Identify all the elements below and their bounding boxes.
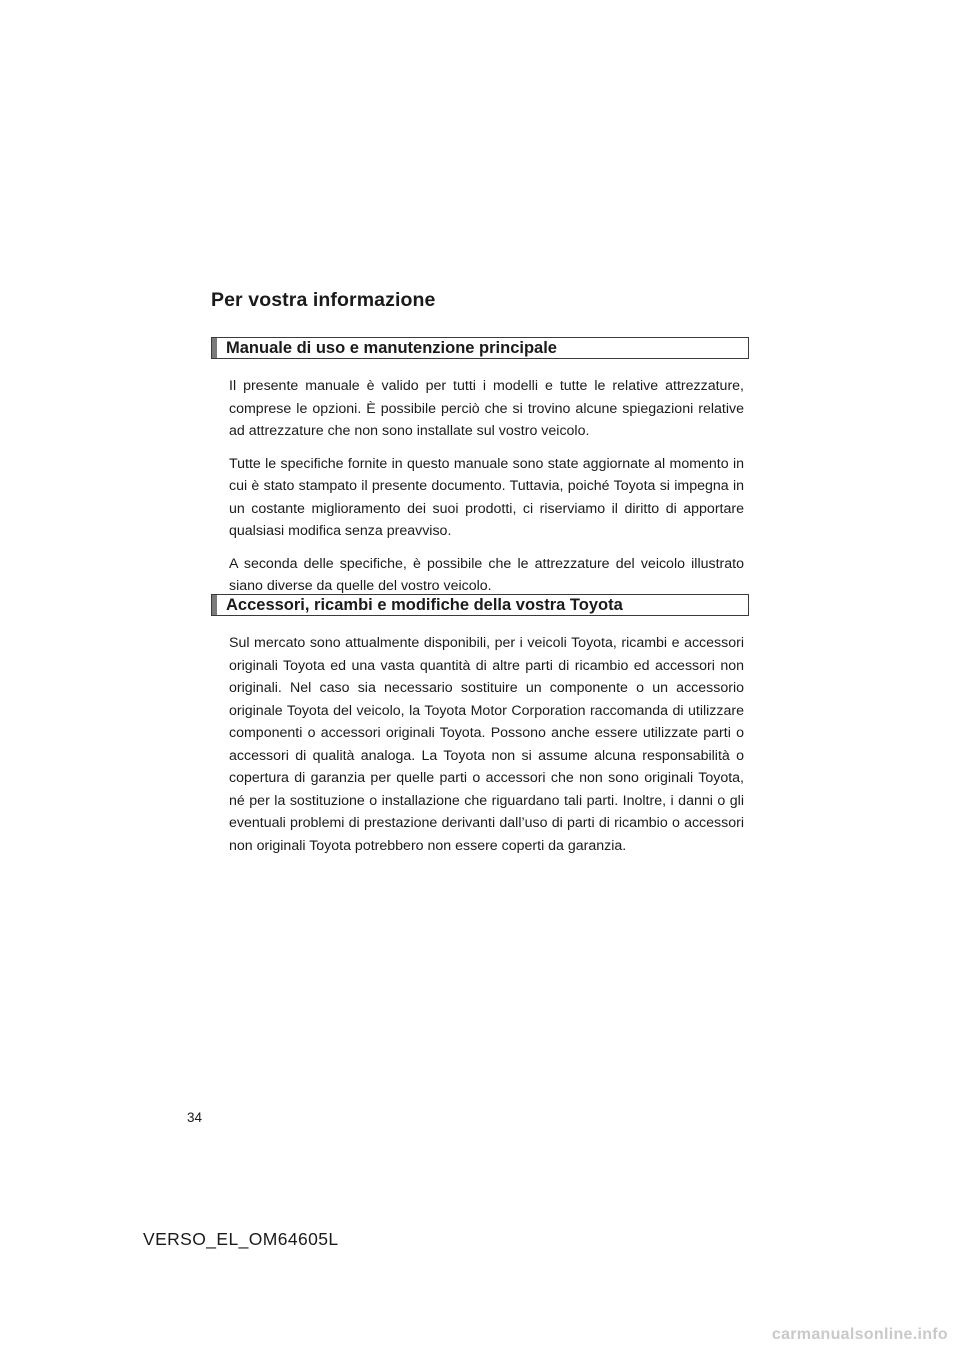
page-title: Per vostra informazione xyxy=(211,289,436,311)
section-header-bar xyxy=(212,595,217,615)
section-heading: Manuale di uso e manutenzione principale xyxy=(226,338,557,357)
document-code: VERSO_EL_OM64605L xyxy=(143,1229,339,1249)
paragraph: Sul mercato sono attualmente disponibili, per i veicoli Toyota, ricambi e accessori originali Toyota ed una vasta quantità di altre parti di ricambio ed accessori non originali. Nel caso sia necessario sostituire un componente o un accessorio originale Toyota del veicolo, la Toyota Motor Corporation raccomanda di utilizzare componenti o accessori originali Toyota. Possono anche essere utilizzate parti o accessori di qualità analoga. La Toyota non si assume alcuna responsabilità o copertura di garanzia per quelle parti o accessori che non sono originali Toyota, né per la sostituzione o installazione che riguardano tali parti. Inoltre, i danni o gli eventuali problemi di prestazione derivanti dall’uso di parti di ricambio o accessori non originali Toyota potrebbero non essere coperti da garanzia. xyxy=(229,635,744,854)
section-header-bar xyxy=(212,338,217,358)
section-header-main-manual xyxy=(211,337,749,359)
section-body-accessories xyxy=(229,632,744,867)
watermark-logo: carmanualsonline.info xyxy=(771,1326,948,1343)
page-number: 34 xyxy=(187,1110,203,1125)
paragraph: Il presente manuale è valido per tutti i modelli e tutte le relative attrezzature, comprese le opzioni. È possibile perciò che si trovino alcune spiegazioni relative ad attrezzature che non sono installate sul vostro veicolo. xyxy=(229,378,744,439)
paragraph: A seconda delle specifiche, è possibile che le attrezzature del veicolo illustrato siano diverse da quelle del vostro veicolo. xyxy=(229,555,744,594)
paragraph: Tutte le specifiche fornite in questo manuale sono state aggiornate al momento in cui è stato stampato il presente documento. Tuttavia, poiché Toyota si impegna in un costante miglioramento dei suoi prodotti, ci riserviamo il diritto di apportare qualsiasi modifica senza preavviso. xyxy=(229,455,744,539)
section-heading: Accessori, ricambi e modifiche della vostra Toyota xyxy=(226,595,623,614)
section-header-accessories xyxy=(211,594,749,616)
section-body-main-manual xyxy=(229,375,744,608)
